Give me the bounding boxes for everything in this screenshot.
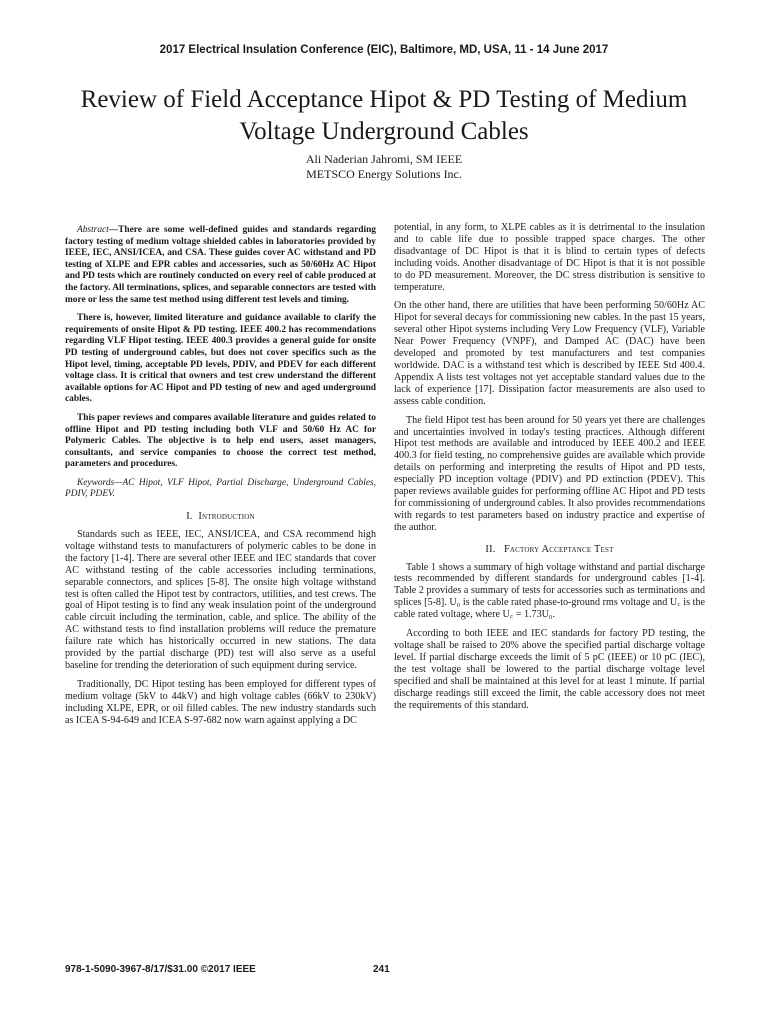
page-number: 241: [373, 964, 390, 975]
right-paragraph-1: potential, in any form, to XLPE cables as it is detrimental to the insulation and to cable life due to possible trapped space charges. The other disadvantage of DC Hipot is that it is blind to certain types of defects including voids. Another disadvantage of DC Hipot is that it is not possible to do PD measurement. Moreover, the DC stress distribution is sensitive to temperature.: [394, 222, 705, 293]
section-heading-introduction: [65, 511, 376, 523]
section-number: I.: [186, 511, 193, 523]
author-affiliation: METSCO Energy Solutions Inc.: [306, 167, 462, 181]
section-title: Factory Acceptance Test: [503, 543, 614, 555]
section-heading-factory-acceptance-test: [394, 544, 705, 556]
keywords: Keywords—AC Hipot, VLF Hipot, Partial Discharge, Underground Cables, PDIV, PDEV.: [65, 477, 376, 500]
right-paragraph-3: The field Hipot test has been around for 50 years yet there are challenges and uncertainties involved in today's testing practices. Although different Hipot test methods are available and introduced by IEEE 400.2 and IEEE 400.3 for field testing, no comprehensive guides are available which provide details on performing and interpreting the results of Hipot and PD tests, especially PD inception voltage (PDIV) and PD extinction (PDEV). This paper reviews available guides for performing offline AC Hipot and PD tests for commissioning of underground cables. It also provides recommendations with regards to test parameters based on industry practice and expertise of the author.: [394, 414, 705, 533]
abstract-text-1: —There are some well-defined guides and standards regarding factory testing of medium voltage shielded cables in laboratories provided by IEEE, IEC, ANSI/ICEA, and CSA. These guides cover AC withstand and PD testing of XLPE and EPR cables and accessories, such as 50/60Hz AC Hipot and PD tests which are routinely conducted on every reel of cable produced at the factory. All terminations, splices, and separable connectors are tested with more or less the same test method using different test levels and timing.: [65, 225, 377, 305]
right-column: [394, 222, 705, 718]
author-block: [0, 152, 768, 182]
abstract-paragraph-3: This paper reviews and compares available literature and guides related to offline Hipot and PD testing including both VLF and 50/60 Hz AC for Polymeric Cables. The objective is to help end users, asset managers, consultants, and service companies to choose the correct test method, parameters and procedures.: [65, 412, 376, 470]
abstract-paragraph-1: [65, 225, 376, 306]
intro-paragraph-2: Traditionally, DC Hipot testing has been employed for different types of medium voltage (5kV to 44kV) and high voltage cables (66kV to 230kV) including XLPE, EPR, or oil filled cables. The new industry standards such as ICEA S-94-649 and ICEA S-97-682 now warn against applying a DC: [65, 678, 376, 726]
author-name: Ali Naderian Jahromi, SM IEEE: [305, 152, 463, 166]
footer-isbn: 978-1-5090-3967-8/17/$31.00 ©2017 IEEE: [65, 964, 256, 975]
conference-header: 2017 Electrical Insulation Conference (EIC), Baltimore, MD, USA, 11 - 14 June 2017: [159, 44, 609, 56]
abstract-paragraph-2: There is, however, limited literature and guidance available to clarify the requirements of onsite Hipot & PD testing. IEEE 400.2 has recommendations regarding VLF Hipot testing. IEEE 400.3 provides a general guide for onsite PD testing of underground cables, but does not cover specifics such as the Hipot level, timing, acceptable PD levels, PDIV, and PDEV for each different voltage class. It is critical that owners and test crew understand the different available options for AC Hipot and PD testing of new and aged underground cables.: [65, 313, 376, 405]
intro-paragraph-1: Standards such as IEEE, IEC, ANSI/ICEA, and CSA recommend high voltage withstand tests to manufacturers of polymeric cables to be done in the factory [1-4]. There are several other IEEE and IEC standards that cover AC withstand testing of the cable accessories including terminations, separable connectors, and splices [5-8]. The onsite high voltage withstand test is often called the Hipot test by contractors, utilities, and test crews. The goal of Hipot testing is to find any weak insulation point of the underground cable circuit including the termination, cable, and splice. The ability of the AC withstand tests to find installation problems will reduce the premature failure rate which has historically occurred in new stations. The data provided by the partial discharge (PD) test will also serve as a useful baseline for trending the deterioration of such equipment during service.: [65, 528, 376, 671]
right-paragraph-2: On the other hand, there are utilities that have been performing 50/60Hz AC Hipot for several decays for commissioning new cables. In the past 15 years, several other Hipot systems including Very Low Frequency (VLF), Variable Near Power Frequency (VNPF), and Damped AC (DAC) have been developed and promoted by test manufacturers and test companies worldwide. DAC is a withstand test which is described by IEEE Std 400.4. Appendix A lists test voltages not yet acceptable standard values due to the lack of experience [17]. Dissipation factor measurements are also used to assess cable condition.: [394, 300, 705, 407]
section-title: Introduction: [198, 511, 255, 523]
factory-paragraph-1: Table 1 shows a summary of high voltage withstand and partial discharge tests recommended by different standards for underground cables [1-4]. Table 2 provides a summary of tests for accessories such as terminations and splices [5-8]. U₀ is the cable rated phase-to-ground rms voltage and U꜀ is the cable rated voltage, where U꜀ = 1.73U₀.: [394, 561, 705, 621]
abstract-lead: Abstract: [77, 225, 109, 235]
left-column: [65, 225, 376, 733]
section-number: II.: [485, 543, 496, 555]
paper-title: Review of Field Acceptance Hipot & PD Testing of Medium Voltage Underground Cables: [80, 86, 688, 145]
factory-paragraph-2: According to both IEEE and IEC standards for factory PD testing, the voltage shall be raised to 20% above the specified partial discharge voltage level. If partial discharge exceeds the limit of 5 pC (IEEE) or 10 pC (IEC), the test voltage shall be lowered to the partial discharge voltage level specified and shall be maintained at this level for at least 1 minute. If partial discharge readings still exceed the limit, the cable accessory does not meet the requirements of this standard.: [394, 628, 705, 711]
